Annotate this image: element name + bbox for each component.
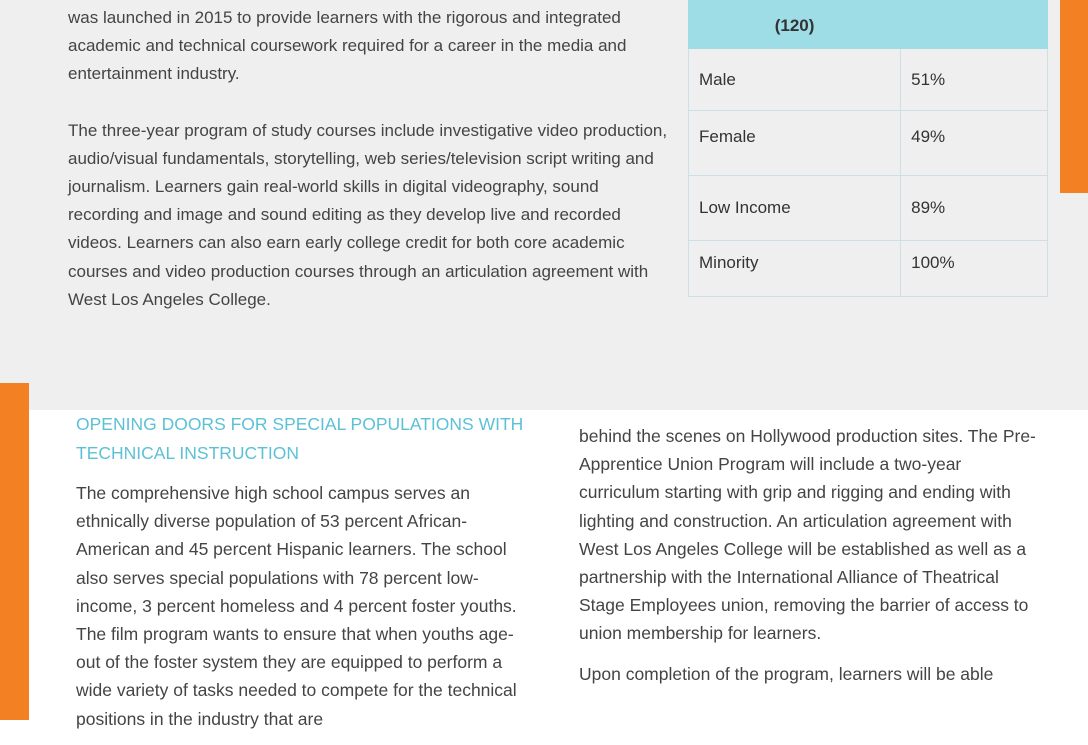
table-row bbox=[689, 49, 1048, 111]
row-value: 51% bbox=[901, 49, 1048, 111]
row-label: Minority bbox=[689, 241, 901, 297]
table-header-cell: (120) bbox=[689, 1, 901, 49]
row-value: 49% bbox=[901, 111, 1048, 176]
intro-paragraph-2: The three-year program of study courses include investigative video production, audio/visual fundamentals, storytelling, web series/television script writing and journalism. Learners gain real-world skills in digital videography, sound recording and image and sound editing as they develop live and recorded videos. Learners can also earn early college credit for both core academic courses and video production courses through an articulation agreement with West Los Angeles College. bbox=[68, 120, 668, 309]
row-label: Female bbox=[689, 111, 901, 176]
left-accent-bar bbox=[0, 383, 29, 720]
right-accent-bar bbox=[1060, 0, 1088, 193]
table-row bbox=[689, 176, 1048, 241]
left-column bbox=[76, 479, 536, 745]
right-paragraph-1: behind the scenes on Hollywood production sites. The Pre-Apprentice Union Program will include a two-year curriculum starting with grip and rigging and ending with lighting and construction. An articulation agreement with West Los Angeles College will be established as well as a partnership with the International Alliance of Theatrical Stage Employees union, removing the barrier of access to union membership for learners. bbox=[579, 426, 1036, 644]
row-value: 100% bbox=[901, 241, 1048, 297]
right-paragraph-2: Upon completion of the program, learners will be able bbox=[579, 663, 994, 684]
section-heading: OPENING DOORS FOR SPECIAL POPULATIONS WITH TECHNICAL INSTRUCTION bbox=[76, 414, 524, 463]
row-label: Low Income bbox=[689, 176, 901, 241]
table-row bbox=[689, 111, 1048, 176]
row-value: 89% bbox=[901, 176, 1048, 241]
table-header-row bbox=[689, 1, 1048, 49]
table-header-empty bbox=[901, 1, 1048, 49]
intro-text bbox=[68, 4, 668, 342]
intro-paragraph-1: was launched in 2015 to provide learners with the rigorous and integrated academic and technical coursework required for a career in the media and entertainment industry. bbox=[68, 8, 627, 84]
right-column bbox=[579, 422, 1039, 700]
left-body-text: The comprehensive high school campus serves an ethnically diverse population of 53 percent African-American and 45 percent Hispanic learners. The school also serves special populations with 78 percent low-income, 3 percent homeless and 4 percent foster youths. The film program wants to ensure that when youths age-out of the foster system they are equipped to perform a wide variety of tasks needed to compete for the technical positions in the industry that are bbox=[76, 483, 517, 729]
row-label: Male bbox=[689, 49, 901, 111]
demographics-table bbox=[688, 0, 1048, 297]
table-row bbox=[689, 241, 1048, 297]
